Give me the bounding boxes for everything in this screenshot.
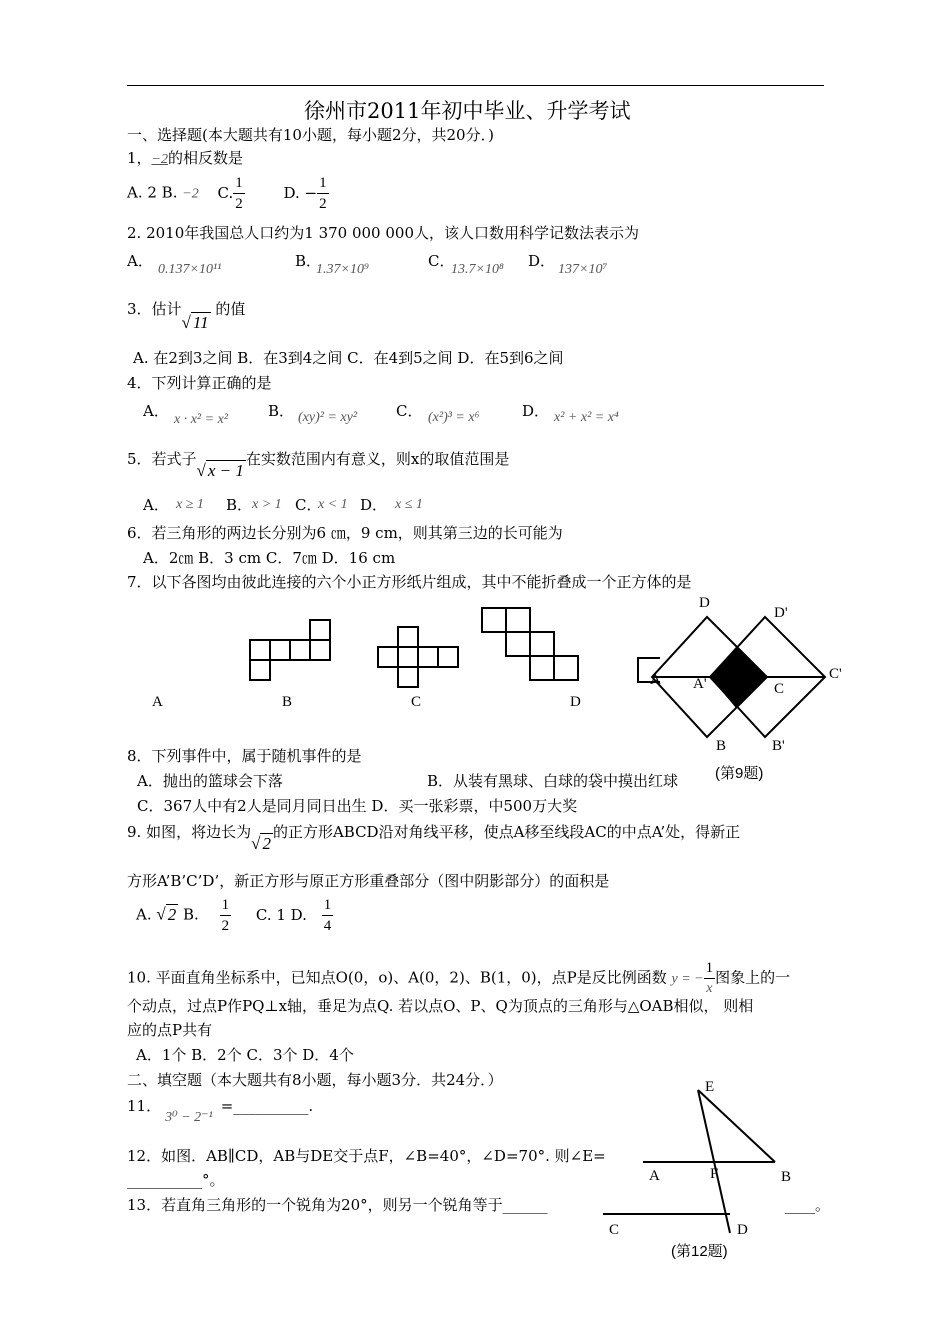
question-4: 4．下列计算正确的是 [127, 374, 272, 392]
fig9-label-C: C [774, 681, 785, 697]
question-7: 7．以下各图均由彼此连接的六个小正方形纸片组成，其中不能折叠成一个正方体的是 [127, 573, 692, 591]
q10-line2: 个动点，过点P作PQ⊥x轴，垂足为点Q. 若以点O、P、Q为顶点的三角形与△OAB相似， 则相 [127, 997, 754, 1015]
q1-opt-a: A. 2 B. [127, 183, 178, 202]
question-6: 6．若三角形的两边长分别为6 ㎝，9 cm，则其第三边的长可能为 [127, 524, 563, 542]
q5-label-b: B． [226, 496, 253, 514]
question-2: 2. 2010年我国总人口约为1 370 000 000人，该人口数用科学记数法表示为 [127, 224, 639, 242]
fig12-label-E: E [705, 1079, 715, 1095]
fig9-label-A: A [650, 672, 661, 688]
q4-label-d: D． [522, 402, 550, 420]
q2-label-a: A． [127, 252, 153, 270]
q10-options: A．1个 B．2个 C．3个 D．4个 [136, 1046, 354, 1064]
net-c [482, 608, 578, 680]
fig12-label-D: D [737, 1222, 748, 1238]
q3-sqrt: √ 11 [181, 313, 209, 332]
q13-tail: ____。 [785, 1196, 831, 1214]
fig9-label-D: D [699, 595, 710, 611]
q9-frac-b: $\frac{1}{2}$ [221, 897, 230, 934]
q9-opt-a-sqrt: √ 2 [156, 904, 177, 924]
net-label-a: A [152, 694, 163, 710]
q4-opt-b: (xy)² = xy² [298, 410, 358, 425]
fig12-label-B: B [781, 1169, 792, 1185]
q5-opt-a: x ≥ 1 [176, 497, 204, 512]
q2-label-b: B． [295, 252, 322, 270]
q12-line2: __________°。 [127, 1171, 225, 1189]
fig12-caption: (第12题) [671, 1243, 728, 1260]
q5-opt-d: x ≤ 1 [395, 497, 423, 512]
page-title: 徐州市2011年初中毕业、升学考试 [304, 99, 631, 123]
q9-options: A. √ 2 B. $\frac{1}{2}$ C. 1 D. $\frac{1}{4}$ [136, 897, 332, 934]
q2-label-c: C． [428, 252, 455, 270]
fig9-label-C-prime: C' [829, 666, 842, 682]
net-label-d: D [570, 694, 581, 710]
q4-opt-a: x · x² = x² [174, 412, 228, 427]
q5-sqrt: √ x − 1 [196, 461, 244, 480]
question-11: 11．3⁰ − 2⁻¹=__________. [127, 1097, 314, 1125]
q1-tail: 的相反数是 [168, 149, 244, 167]
q5-opt-c: x < 1 [318, 497, 348, 512]
q9-frac-d: $\frac{1}{4}$ [323, 897, 332, 934]
question-13: 13．若直角三角形的一个锐角为20°，则另一个锐角等于______ [127, 1196, 548, 1214]
figure-12 [595, 1080, 795, 1240]
net-a [250, 620, 330, 680]
top-rule [127, 85, 824, 86]
fig12-label-A: A [649, 1168, 660, 1184]
fig12-label-F: F [710, 1166, 719, 1182]
fig9-label-B-prime: B' [772, 738, 785, 754]
fig9-label-D-prime: D' [774, 605, 788, 621]
q9-line2: 方形A’B’C’D’，新正方形与原正方形重叠部分（图中阴影部分）的面积是 [127, 872, 610, 890]
q2-label-d: D． [528, 252, 556, 270]
q2-opt-a: 0.137×10¹¹ [158, 262, 222, 277]
question-1 [127, 147, 243, 168]
net-label-c: C [411, 694, 422, 710]
q1-number: −2 [151, 152, 168, 167]
question-9: 9. 如图，将边长为√ 2的正方形ABCD沿对角线平移，使点A移至线段AC的中点A’处，得新正 [127, 823, 741, 853]
fig9-label-A-prime: A' [693, 676, 707, 692]
q6-options: A．2㎝ B．3 cm C．7㎝ D．16 cm [143, 549, 396, 567]
q8-opt-cd: C．367人中有2人是同月同日出生 D．买一张彩票，中500万大奖 [137, 797, 578, 815]
q1-frac-d: $\frac{1}{2}$ [319, 175, 327, 212]
fig12-label-C: C [609, 1222, 620, 1238]
q4-label-b: B． [268, 402, 295, 420]
q4-opt-c: (x²)³ = x⁶ [428, 410, 480, 425]
q4-label-a: A． [143, 402, 169, 420]
q1-opt-d: D. − [283, 183, 318, 202]
q9-sqrt: √ 2 [251, 834, 271, 853]
q2-opt-d: 137×10⁷ [558, 262, 608, 277]
q10-line3: 应的点P共有 [127, 1021, 213, 1039]
q2-opt-b: 1.37×10⁹ [316, 262, 369, 277]
q5-label-d: D． [360, 496, 388, 514]
q8-opt-b: B．从装有黑球、白球的袋中摸出红球 [427, 772, 679, 790]
question-12: 12．如图．AB∥CD，AB与DE交于点F，∠B=40°，∠D=70°. 则∠E= [127, 1147, 606, 1165]
question-3: 3．估计√ 11 的值 [127, 300, 246, 332]
net-label-b: B [282, 694, 293, 710]
q8-opt-a: A．抛出的篮球会下落 [137, 772, 283, 790]
q5-opt-b: x > 1 [252, 497, 282, 512]
net-b [378, 627, 458, 687]
fig9-label-B: B [716, 738, 727, 754]
q5-label-a: A． [143, 496, 169, 514]
q4-label-c: C． [396, 402, 423, 420]
question-8: 8．下列事件中，属于随机事件的是 [127, 747, 362, 765]
section2-heading: 二、填空题（本大题共有8小题，每小题3分．共24分．） [127, 1071, 503, 1089]
q1-opt-b: −2 [182, 186, 199, 202]
q3-options: A. 在2到3之间 B．在3到4之间 C．在4到5之间 D．在5到6之间 [133, 349, 564, 367]
q1-stem: 1， [127, 149, 152, 167]
question-10: 10. 平面直角坐标系中，已知点O(0，o)、A(0，2)、B(1，0)，点P是反比例函数 y = − $\frac{1}{x}$ 图象上的一 [127, 958, 790, 999]
q2-opt-c: 13.7×10⁸ [451, 262, 504, 277]
q5-label-c: C． [295, 496, 322, 514]
q1-opt-c: C. [217, 183, 234, 202]
question-5: 5．若式子√ x − 1在实数范围内有意义，则x的取值范围是 [127, 450, 510, 480]
q1-options [127, 173, 329, 214]
q10-frac: $\frac{1}{x}$ [705, 960, 714, 996]
q1-frac-c: $\frac{1}{2}$ [235, 175, 243, 212]
section1-heading: 一、选择题(本大题共有10小题，每小题2分，共20分．) [127, 126, 494, 144]
q4-opt-d: x² + x² = x⁴ [554, 410, 619, 425]
figure-9 [650, 595, 850, 785]
fig9-caption: (第9题) [715, 765, 764, 782]
